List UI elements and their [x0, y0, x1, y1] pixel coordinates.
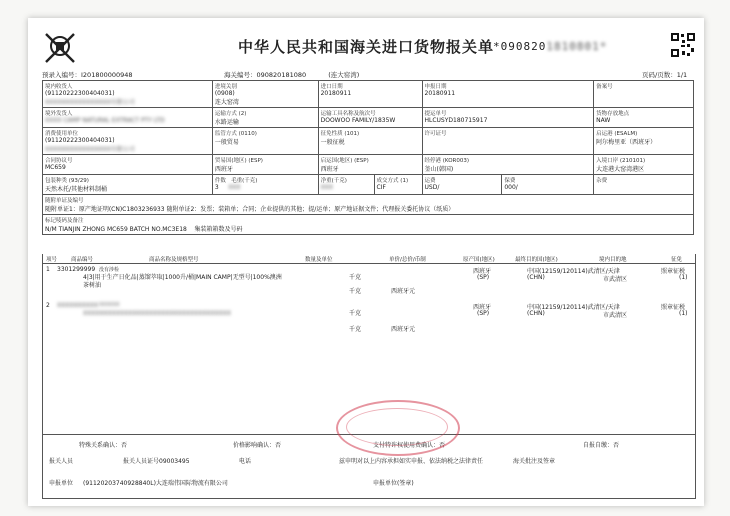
goods-header-domestic: 境内目的地: [599, 257, 627, 263]
goods-tax: 照章征税: [661, 304, 686, 311]
goods-currency: 西班牙元: [391, 326, 416, 333]
trade-country-cell: 贸易国(地区) (ESP) 西班牙: [212, 155, 318, 175]
statement: 兹申明对以上内容承担如实申报、依法纳税之法律责任: [339, 458, 484, 465]
depart-country-cell: 启运国(地区) (ESP) 西班牙: [318, 155, 422, 175]
goods-header-code: 商品编号: [71, 257, 94, 263]
goods-unit-2: 千克: [349, 326, 362, 333]
goods-header-dest: 最终目的国(地区): [515, 257, 558, 263]
serial-suffix: 1810801*: [546, 40, 608, 53]
goods-status: 没有涉检: [99, 267, 120, 273]
customs-emblem-icon: [40, 30, 80, 66]
customs-location: (连大窑湾): [328, 71, 360, 79]
consignee-cell: 境内收货人 (91120222300404031) XXXXXXXXXXXXXXXX有限公司: [43, 81, 213, 108]
goods-domestic: (12159/120114)武清区/天津: [539, 268, 620, 275]
import-date-cell: 进口日期 20180911: [318, 81, 422, 108]
document-title: 中华人民共和国海关进口货物报关单: [238, 38, 495, 56]
royalty: 支付特许权使用费确认：否: [373, 442, 446, 449]
declare-unit-seal: 申报单位(签章): [373, 480, 414, 487]
contract-cell: 合同协议号 MC659: [43, 155, 213, 175]
transport-mode-cell: 运输方式 (2) 水路运输: [212, 108, 318, 128]
goods-header-price: 单价/总价/币制: [389, 257, 426, 263]
supervision-cell: 监管方式 (0110) 一般贸易: [212, 128, 318, 155]
serial-number: [493, 40, 607, 53]
goods-origin-code: (SP): [477, 274, 490, 281]
goods-header-tax: 征免: [671, 257, 683, 263]
goods-header-name: 商品名称及规格型号: [149, 257, 199, 263]
company-seal-icon: [336, 400, 460, 456]
price-impact: 价格影响确认：否: [233, 442, 282, 449]
goods-header-no: 项号: [46, 257, 58, 263]
declarer-cert: 报关人员证号09003495: [123, 458, 190, 465]
goods-dest-code: (CHN): [527, 274, 545, 281]
page-value: 1/1: [676, 71, 688, 79]
goods-code: 3301299999: [57, 266, 96, 273]
goods-name: XXXXXXXXXXXXXXXXXXXXXXXXXXXXXXXXXXXX: [83, 310, 231, 317]
goods-name: 4|3|用于生产日化品|蒸馏萃取|1000升/桶|MAIN CAMP|无型号|100%澳洲茶树油: [83, 274, 282, 289]
insurance-cell: 保费 000/: [502, 175, 594, 195]
marks-cell: 标记唛码及备注 N/M TIANJIN ZHONG MC659 BATCH NO.MC3E18 集装箱箱数及号码: [43, 215, 694, 235]
goods-header-qty: 数量及单位: [305, 257, 333, 263]
origin-port-cell: 启运港 (ESALM) 阿尔梅里亚（西班牙）: [594, 128, 694, 155]
stop-port-cell: 经停港 (KOR003) 釜山(韩国): [422, 155, 594, 175]
customs-no-label: 海关编号：: [224, 71, 257, 79]
goods-header: [43, 254, 695, 264]
entry-customs-cell: 进境关别 (0908) 连大窑湾: [212, 81, 318, 108]
goods-header-origin: 原产国(地区): [463, 257, 495, 263]
license-cell: 许可证号: [422, 128, 594, 155]
goods-origin-code: (SP): [477, 310, 490, 317]
bill-no-cell: 提运单号 HLCUSYD180715917: [422, 108, 594, 128]
pre-entry-label: 预录入编号：: [42, 71, 81, 79]
misc-cell: 杂费: [594, 175, 694, 195]
goods-code: XXXXXXXXXX: [57, 302, 99, 309]
goods-no: 1: [46, 266, 50, 273]
goods-status: XXXXXX: [99, 302, 120, 308]
deal-cell: 成交方式 (1) CIF: [374, 175, 422, 195]
goods-tax-code: (1): [679, 274, 688, 281]
declare-unit-value: (91120203740928840L)大连瑞伟国际物流有限公司: [83, 480, 228, 487]
table-row: [43, 302, 695, 342]
goods-no: 2: [46, 302, 50, 309]
phone-label: 电话: [239, 458, 252, 465]
record-no-cell: 备案号: [594, 81, 694, 108]
goods-origin: 西班牙: [473, 268, 492, 275]
goods-unit-1: 千克: [349, 274, 362, 281]
consumer-cell: 消费使用单位 (91120222300404031) XXXXXXXXXXXXXXXX有限公司: [43, 128, 213, 155]
goods-domestic: (12159/120114)武清区/天津: [539, 304, 620, 311]
declare-unit-label: 申报单位: [49, 480, 74, 487]
goods-unit-2: 千克: [349, 288, 362, 295]
qr-code-icon: [670, 32, 696, 58]
page-label: 页码/页数：: [642, 71, 677, 79]
tax-nature-cell: 征免性质 (101) 一般征税: [318, 128, 422, 155]
self-declare: 自报自缴：否: [583, 442, 620, 449]
entry-port-cell: 入境口岸 (210101) 大连港大窑湾港区: [594, 155, 694, 175]
goods-dest: 中国: [527, 304, 540, 311]
goods-dest: 中国: [527, 268, 540, 275]
customs-no-value: 090820181080: [256, 71, 307, 79]
special-relation: 特殊关系确认：否: [79, 442, 128, 449]
customs-declaration-sheet: [28, 18, 704, 506]
goods-dest-code: (CHN): [527, 310, 545, 317]
declare-date-cell: 申报日期 20180911: [422, 81, 594, 108]
count-gross-cell: 件数 毛重(千克) 3 XXX: [212, 175, 318, 195]
storage-cell: 货物存放地点 NAW: [594, 108, 694, 128]
goods-unit-1: 千克: [349, 310, 362, 317]
declaration-fields-table: [42, 80, 694, 235]
pre-entry-number: [42, 70, 133, 79]
table-row: [43, 266, 695, 300]
package-cell: 包装种类 (93/29) 天然木托/其他材料制桶: [43, 175, 213, 195]
declarer-label: 报关人员: [49, 458, 74, 465]
overseas-shipper-cell: 境外发货人 XXXX CAMP NATURAL EXTRACT PTY LTD: [43, 108, 213, 128]
freight-cell: 运费 USD/: [422, 175, 502, 195]
docs-cell: 随附单证及编号 随附单证1：原产地证明(CN)C1803236933 随附单证2：发票；装箱单；合同；企业提供的其他；提/运单；原产地证据文件；代理报关委托协议（纸质）: [43, 195, 694, 215]
goods-domestic-2: 市武清区: [603, 276, 628, 283]
serial-prefix: *090820: [493, 40, 547, 53]
transport-tool-cell: 运输工具名称及航次号 DOOWOO FAMILY/1835W: [318, 108, 422, 128]
goods-domestic-2: 市武清区: [603, 312, 628, 319]
goods-currency: 西班牙元: [391, 288, 416, 295]
pre-entry-value: I201800000948: [81, 71, 133, 79]
goods-tax-code: (1): [679, 310, 688, 317]
net-cell: 净重(千克) XXX: [318, 175, 374, 195]
goods-origin: 西班牙: [473, 304, 492, 311]
goods-tax: 照章征税: [661, 268, 686, 275]
customs-number: [224, 70, 359, 79]
customs-remark-label: 海关批注及签章: [513, 458, 556, 465]
page-count: [642, 70, 687, 79]
